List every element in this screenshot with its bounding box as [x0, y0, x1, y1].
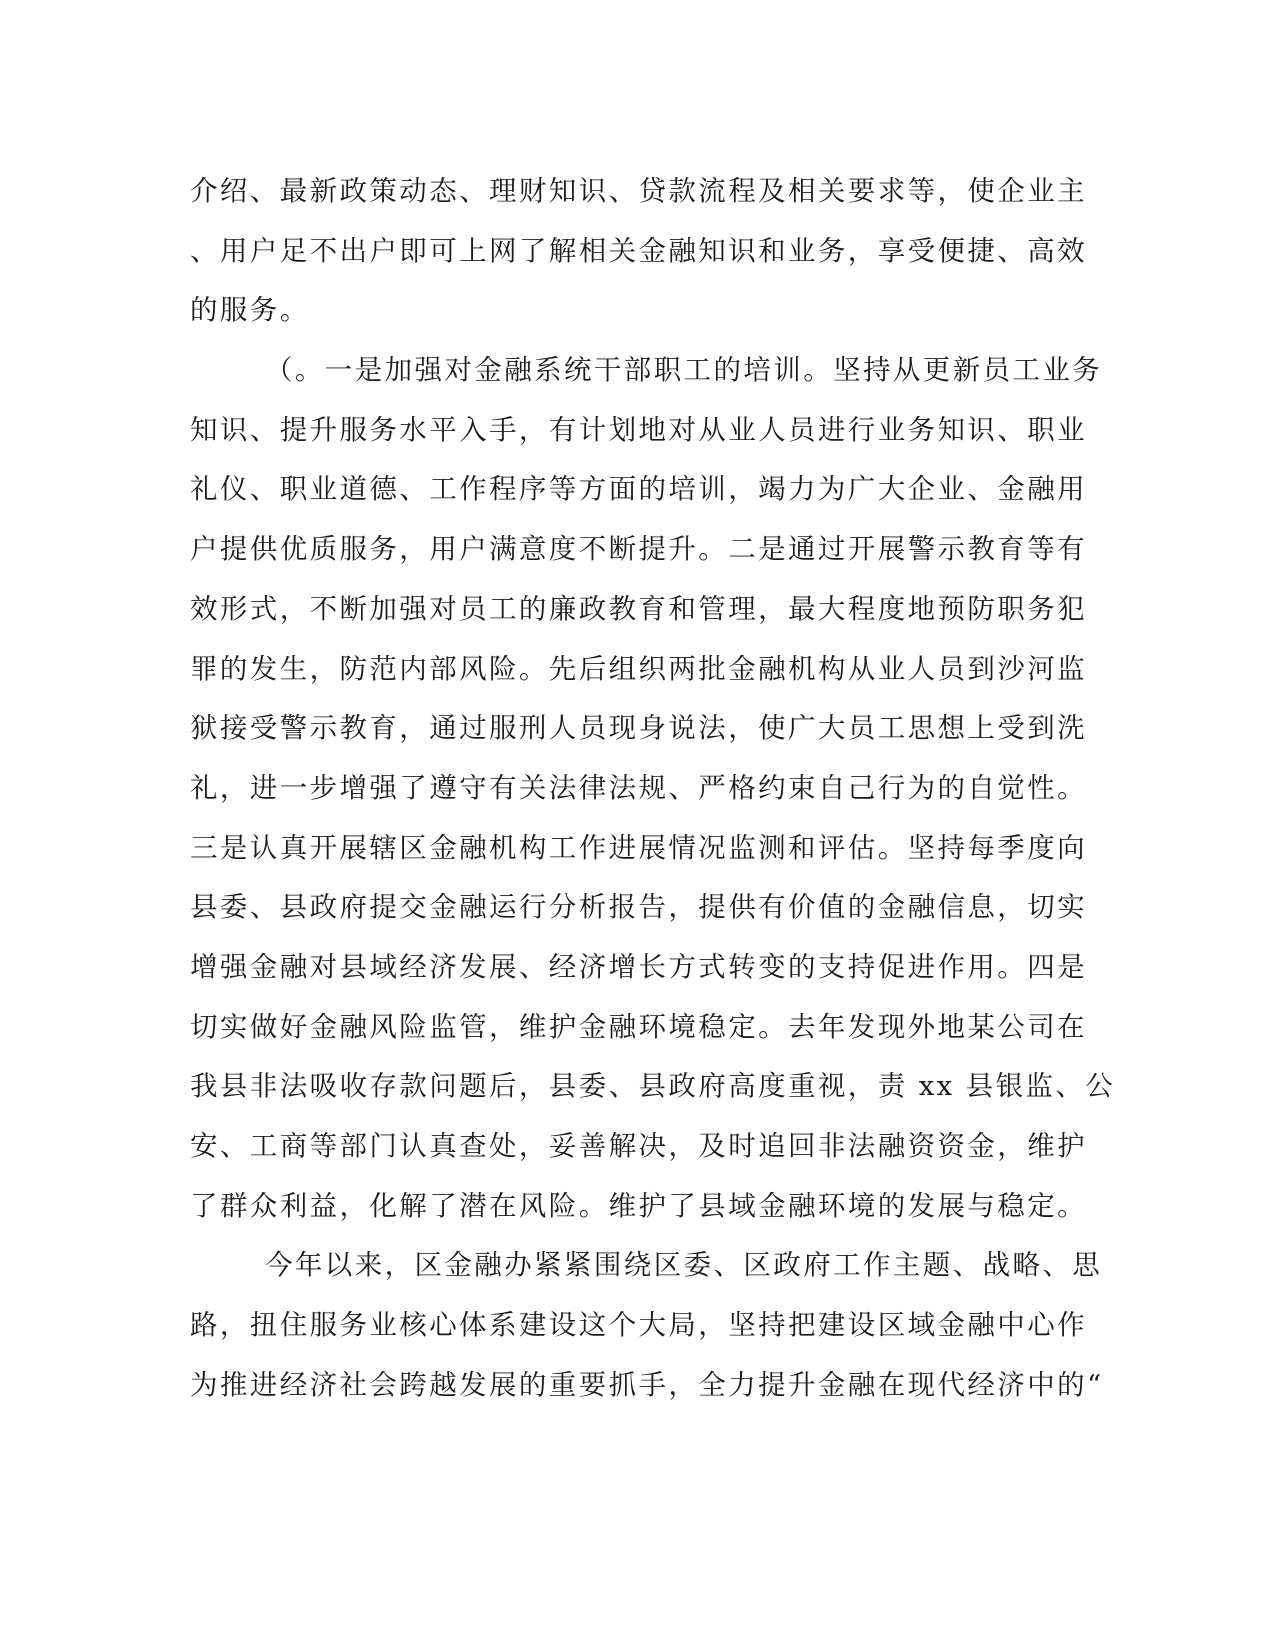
- body-text-line: 安、工商等部门认真查处，妥善解决，及时追回非法融资资金，维护: [190, 1130, 1087, 1162]
- body-text-line: 县委、县政府提交金融运行分析报告，提供有价值的金融信息，切实: [190, 891, 1087, 924]
- body-text-line: 了群众利益，化解了潜在风险。维护了县域金融环境的发展与稳定。: [190, 1189, 1087, 1222]
- body-text-line: 我县非法吸收存款问题后，县委、县政府高度重视，责 xx 县银监、公: [190, 1070, 1116, 1103]
- document-body: [190, 162, 1116, 1415]
- body-text-line: 礼，进一步增强了遵守有关法律法规、严格约束自己行为的自觉性。: [190, 771, 1087, 804]
- body-text-line: 效形式，不断加强对员工的廉政教育和管理，最大程度地预防职务犯: [190, 592, 1087, 625]
- body-text-line: 知识、提升服务水平入手，有计划地对从业人员进行业务知识、职业: [190, 413, 1087, 446]
- body-text-line: 增强金融对县域经济发展、经济增长方式转变的支持促进作用。四是: [190, 950, 1087, 983]
- body-text-line: 户提供优质服务，用户满意度不断提升。二是通过开展警示教育等有: [190, 533, 1087, 566]
- body-text-line: 狱接受警示教育，通过服刑人员现身说法，使广大员工思想上受到洗: [190, 712, 1087, 745]
- body-text-line: 路，扭住服务业核心体系建设这个大局，坚持把建设区域金融中心作: [190, 1309, 1087, 1342]
- body-text-line: 切实做好金融风险监管，维护金融环境稳定。去年发现外地某公司在: [190, 1010, 1087, 1043]
- body-text-line: 三是认真开展辖区金融机构工作进展情况监测和评估。坚持每季度向: [190, 831, 1087, 864]
- body-text-line: 介绍、最新政策动态、理财知识、贷款流程及相关要求等，使企业主: [190, 175, 1087, 207]
- body-text-line: 罪的发生，防范内部风险。先后组织两批金融机构从业人员到沙河监: [190, 652, 1087, 685]
- body-text-line: 、用户足不出户即可上网了解相关金融知识和业务，享受便捷、高效: [190, 234, 1087, 267]
- body-text-line: 今年以来，区金融办紧紧围绕区委、区政府工作主题、战略、思: [265, 1249, 1103, 1282]
- body-text-line: 为推进经济社会跨越发展的重要抓手，全力提升金融在现代经济中的“: [190, 1368, 1104, 1401]
- body-text-line: 礼仪、职业道德、工作程序等方面的培训，竭力为广大企业、金融用: [190, 473, 1087, 506]
- body-text-line: 的服务。: [190, 294, 310, 327]
- body-text-line: （。一是加强对金融系统干部职工的培训。坚持从更新员工业务: [265, 354, 1103, 387]
